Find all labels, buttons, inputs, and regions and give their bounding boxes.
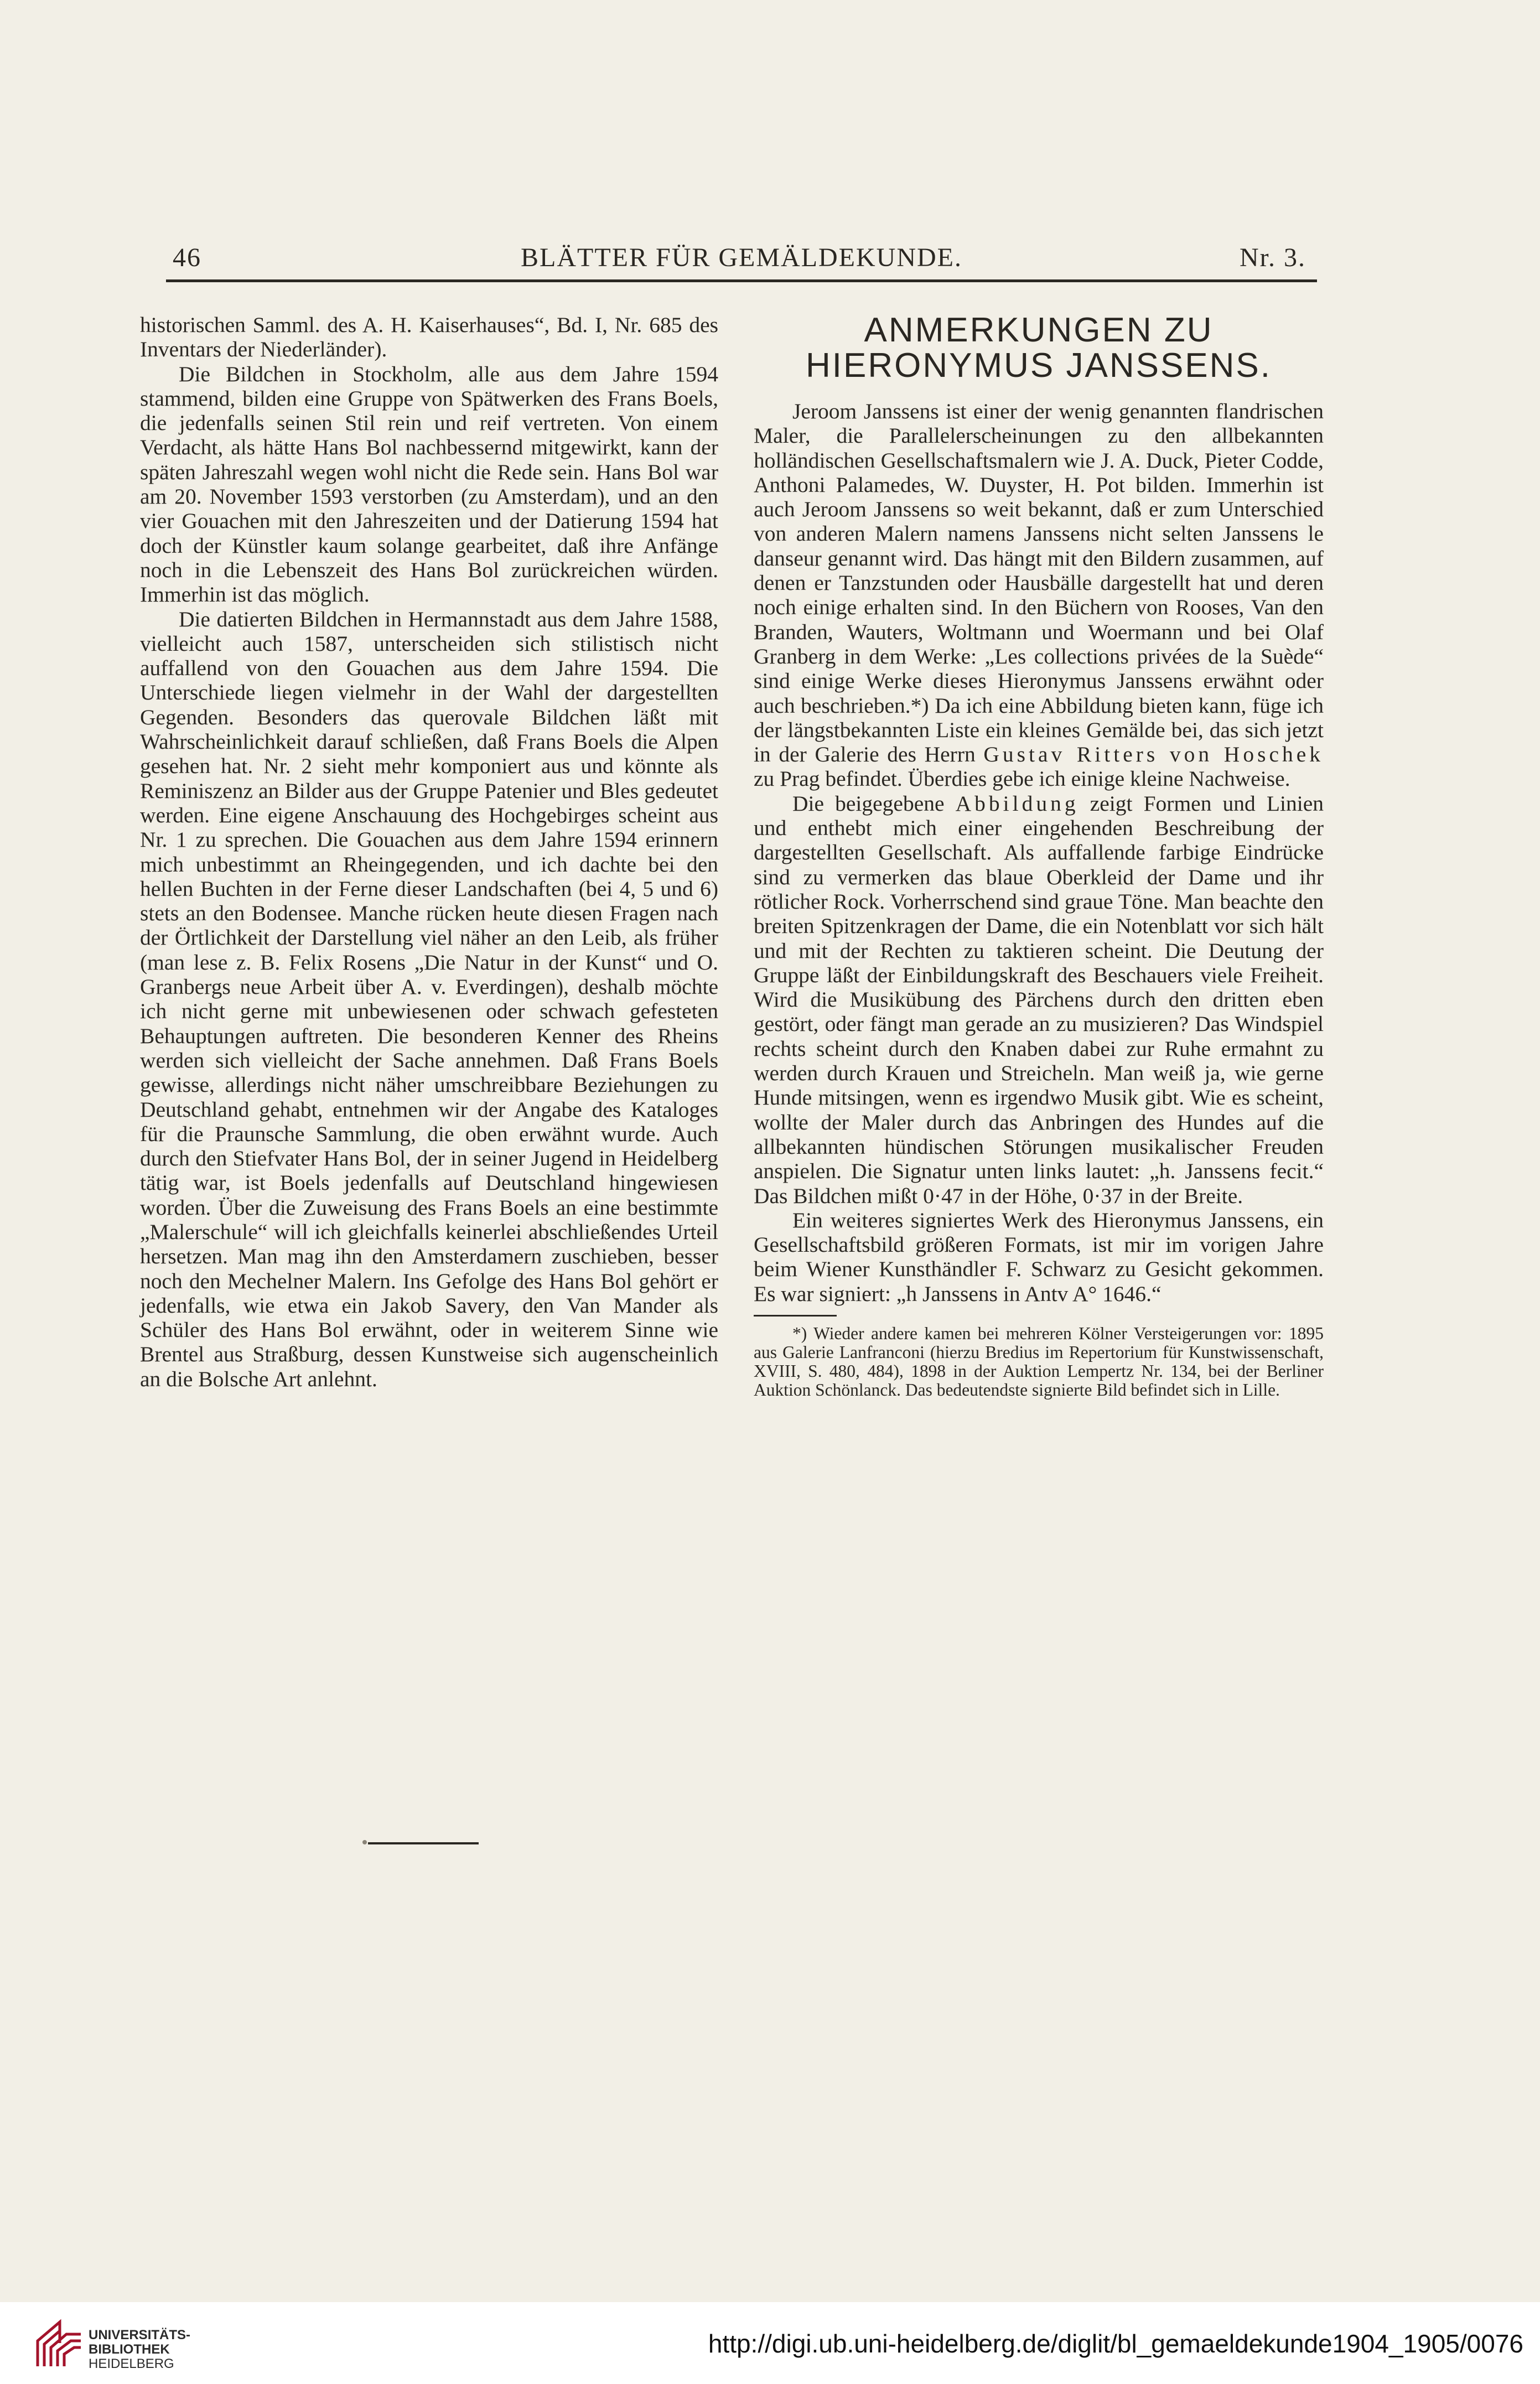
paragraph: Die Bildchen in Stockholm, alle aus dem Jahre 1594 stammend, bilden eine Gruppe von Spätwerken des Frans Boels, die jedenfalls seinen Stil rein und reif vertreten. Von einem Verdacht, als hätte Hans Bol nachbessernd mitgewirkt, kann der späten Jahreszahl wegen wohl nicht die Rede sein. Hans Bol war am 20. November 1593 verstorben (zu Amsterdam), und an den vier Gouachen mit den Jahreszeiten und der Datierung 1594 hat doch der Künstler kaum solange gearbeitet, daß ihre Anfänge noch in die Lebenszeit des Hans Bol zurückreichen würden. Immerhin ist das möglich.: [140, 361, 718, 607]
permalink-url[interactable]: http://digi.ub.uni-heidelberg.de/diglit/bl_gemaeldekunde1904_1905/0076: [708, 2329, 1523, 2358]
emphasis-text: Abbildung: [955, 791, 1079, 816]
issue-number: Nr. 3.: [1240, 243, 1306, 272]
footnote-rule: [754, 1315, 837, 1317]
paragraph: historischen Samml. des A. H. Kaiserhauses“, Bd. I, Nr. 685 des Inventars der Niederländer).: [140, 313, 718, 362]
page-number: 46: [173, 243, 201, 272]
footnote: *) Wieder andere kamen bei mehreren Kölner Versteigerungen vor: 1895 aus Galerie Lanfranconi (hierzu Bredius im Repertorium für Kunstwissenschaft, XVIII, S. 480, 484), 1898 in der Auktion Lempertz Nr. 134, bei der Berliner Auktion Schönlanck. Das bedeutendste signierte Bild befindet sich in Lille.: [754, 1323, 1324, 1400]
paragraph-text: Jeroom Janssens ist einer der wenig genannten flandrischen Maler, die Parallelerscheinungen zu den allbekannten holländischen Gesellschaftsmalern wie J. A. Duck, Pieter Codde, Anthoni Palamedes, W. Duyster, H. Pot bilden. Immerhin ist auch Jeroom Janssens so weit bekannt, daß er zum Unterschied von anderen Malern namens Janssens nicht selten Janssens le danseur genannt wird. Das hängt mit den Bildern zusammen, auf denen er Tanzstunden oder Hausbälle dargestellt hat und deren noch einige erhalten sind. In den Büchern von Rooses, Van den Branden, Wauters, Woltmann und Woermann und bei Olaf Granberg in dem Werke: „Les collections privées de la Suède“ sind einige Werke dieses Hieronymus Janssens erwähnt oder auch beschrieben.*) Da ich eine Abbildung bieten kann, füge ich der längstbekannten Liste ein kleines Gemälde bei, das sich jetzt in der Galerie des Herrn: [754, 399, 1324, 767]
journal-title: BLÄTTER FÜR GEMÄLDEKUNDE.: [521, 243, 962, 272]
ink-dot: [362, 1840, 367, 1844]
library-name-line: HEIDELBERG: [89, 2356, 174, 2371]
paragraph: [754, 791, 1324, 1208]
article-title: ANMERKUNGEN ZU HIERONYMUS JANSSENS.: [805, 311, 1272, 385]
left-column: [140, 313, 718, 1391]
library-name-line: BIBLIOTHEK: [89, 2342, 170, 2357]
library-name: [89, 2328, 190, 2371]
paragraph-text: zu Prag befindet. Überdies gebe ich einige kleine Nachweise.: [754, 766, 1290, 791]
paragraph: [754, 399, 1324, 791]
library-name-line: UNIVERSITÄTS-: [89, 2328, 191, 2342]
paragraph-text: Die beigegebene: [792, 791, 945, 816]
paragraph-text: zeigt Formen und Linien und enthebt mich einer eingehenden Beschreibung der dargestellten Gesellschaft. Als auffallende farbige Eindrücke sind zu vermerken das blaue Oberkleid der Dame und ihr rötlicher Rock. Vorherrschend sind graue Töne. Man beachte den breiten Spitzenkragen der Dame, die ein Notenblatt vor sich hält und mit der Rechten zu taktieren scheint. Die Deutung der Gruppe läßt der Einbildungskraft des Beschauers viele Freiheit. Wird die Musikübung des Pärchens durch den dritten eben gestört, oder fängt man gerade an zu musizieren? Das Windspiel rechts scheint durch den Knaben dabei zur Ruhe ermahnt zu werden durch Krauen und Streicheln. Man weiß ja, wie gerne Hunde mitsingen, wenn es irgendwo Musik gibt. Wie es scheint, wollte der Maler durch das Anbringen des Hundes auf die allbekannten hündischen Störungen musikalischer Freuden anspielen. Die Signatur unten links lautet: „h. Janssens fecit.“ Das Bildchen mißt 0·47 in der Höhe, 0·37 in der Breite.: [754, 791, 1324, 1208]
article-end-rule: [368, 1842, 479, 1844]
paragraph: Ein weiteres signiertes Werk des Hieronymus Janssens, ein Gesellschaftsbild größeren Formats, ist mir im vorigen Jahre beim Wiener Kunsthändler F. Schwarz zu Gesicht gekommen. Es war signiert: „h Janssens in Antv A° 1646.“: [754, 1207, 1324, 1306]
heidelberg-library-logo-icon[interactable]: [34, 2319, 83, 2370]
right-column: [754, 313, 1324, 1400]
paragraph: Die datierten Bildchen in Hermannstadt aus dem Jahre 1588, vielleicht auch 1587, unterscheiden sich stilistisch nicht auffallend von den Gouachen aus dem Jahre 1594. Die Unterschiede liegen vielmehr in der Wahl der dargestellten Gegenden. Besonders das querovale Bildchen läßt mit Wahrscheinlichkeit darauf schließen, daß Frans Boels die Alpen gesehen hat. Nr. 2 sieht mehr komponiert aus und könnte als Reminiszenz an Bilder aus der Gruppe Patenier und Bles gedeutet werden. Eine eigene Anschauung des Hochgebirges scheint aus Nr. 1 zu sprechen. Die Gouachen aus dem Jahre 1594 erinnern mich unbestimmt an Rheingegenden, und ich dachte bei den hellen Buchten in der Ferne dieser Landschaften (bei 4, 5 und 6) stets an den Bodensee. Manche rücken heute diesen Fragen nach der Örtlichkeit der Darstellung viel näher an den Leib, als früher (man lese z. B. Felix Rosens „Die Natur in der Kunst“ und O. Granbergs neue Arbeit über A. v. Everdingen), deshalb möchte ich nicht gerne mit unbewiesenen oder schwach gefesteten Behauptungen auftreten. Die besonderen Kenner des Rheins werden sich vielleicht der Sache annehmen. Daß Frans Boels gewisse, allerdings nicht näher umschreibbare Beziehungen zu Deutschland gehabt, entnehmen wir der Angabe des Kataloges für die Praunsche Sammlung, die oben erwähnt wurde. Auch durch den Stiefvater Hans Bol, der in seiner Jugend in Heidelberg tätig war, ist Boels jedenfalls auf Deutschland hingewiesen worden. Über die Zuweisung des Frans Boels an eine bestimmte „Malerschule“ will ich gleichfalls keinerlei abschließendes Urteil hersetzen. Man mag ihn den Amsterdamern zuschieben, besser noch den Mechelner Malern. Ins Gefolge des Hans Bol gehört er jedenfalls, wie etwa ein Jakob Savery, den Van Mander als Schüler des Hans Bol erwähnt, oder in weiterem Sinne wie Brentel aus Straßburg, dessen Kunstweise sich augenscheinlich an die Bolsche Art anlehnt.: [140, 607, 718, 1391]
viewer-footer: [0, 2302, 1540, 2384]
running-head: [166, 235, 1317, 282]
owner-name: Gustav Ritters von Hoschek: [983, 742, 1324, 767]
